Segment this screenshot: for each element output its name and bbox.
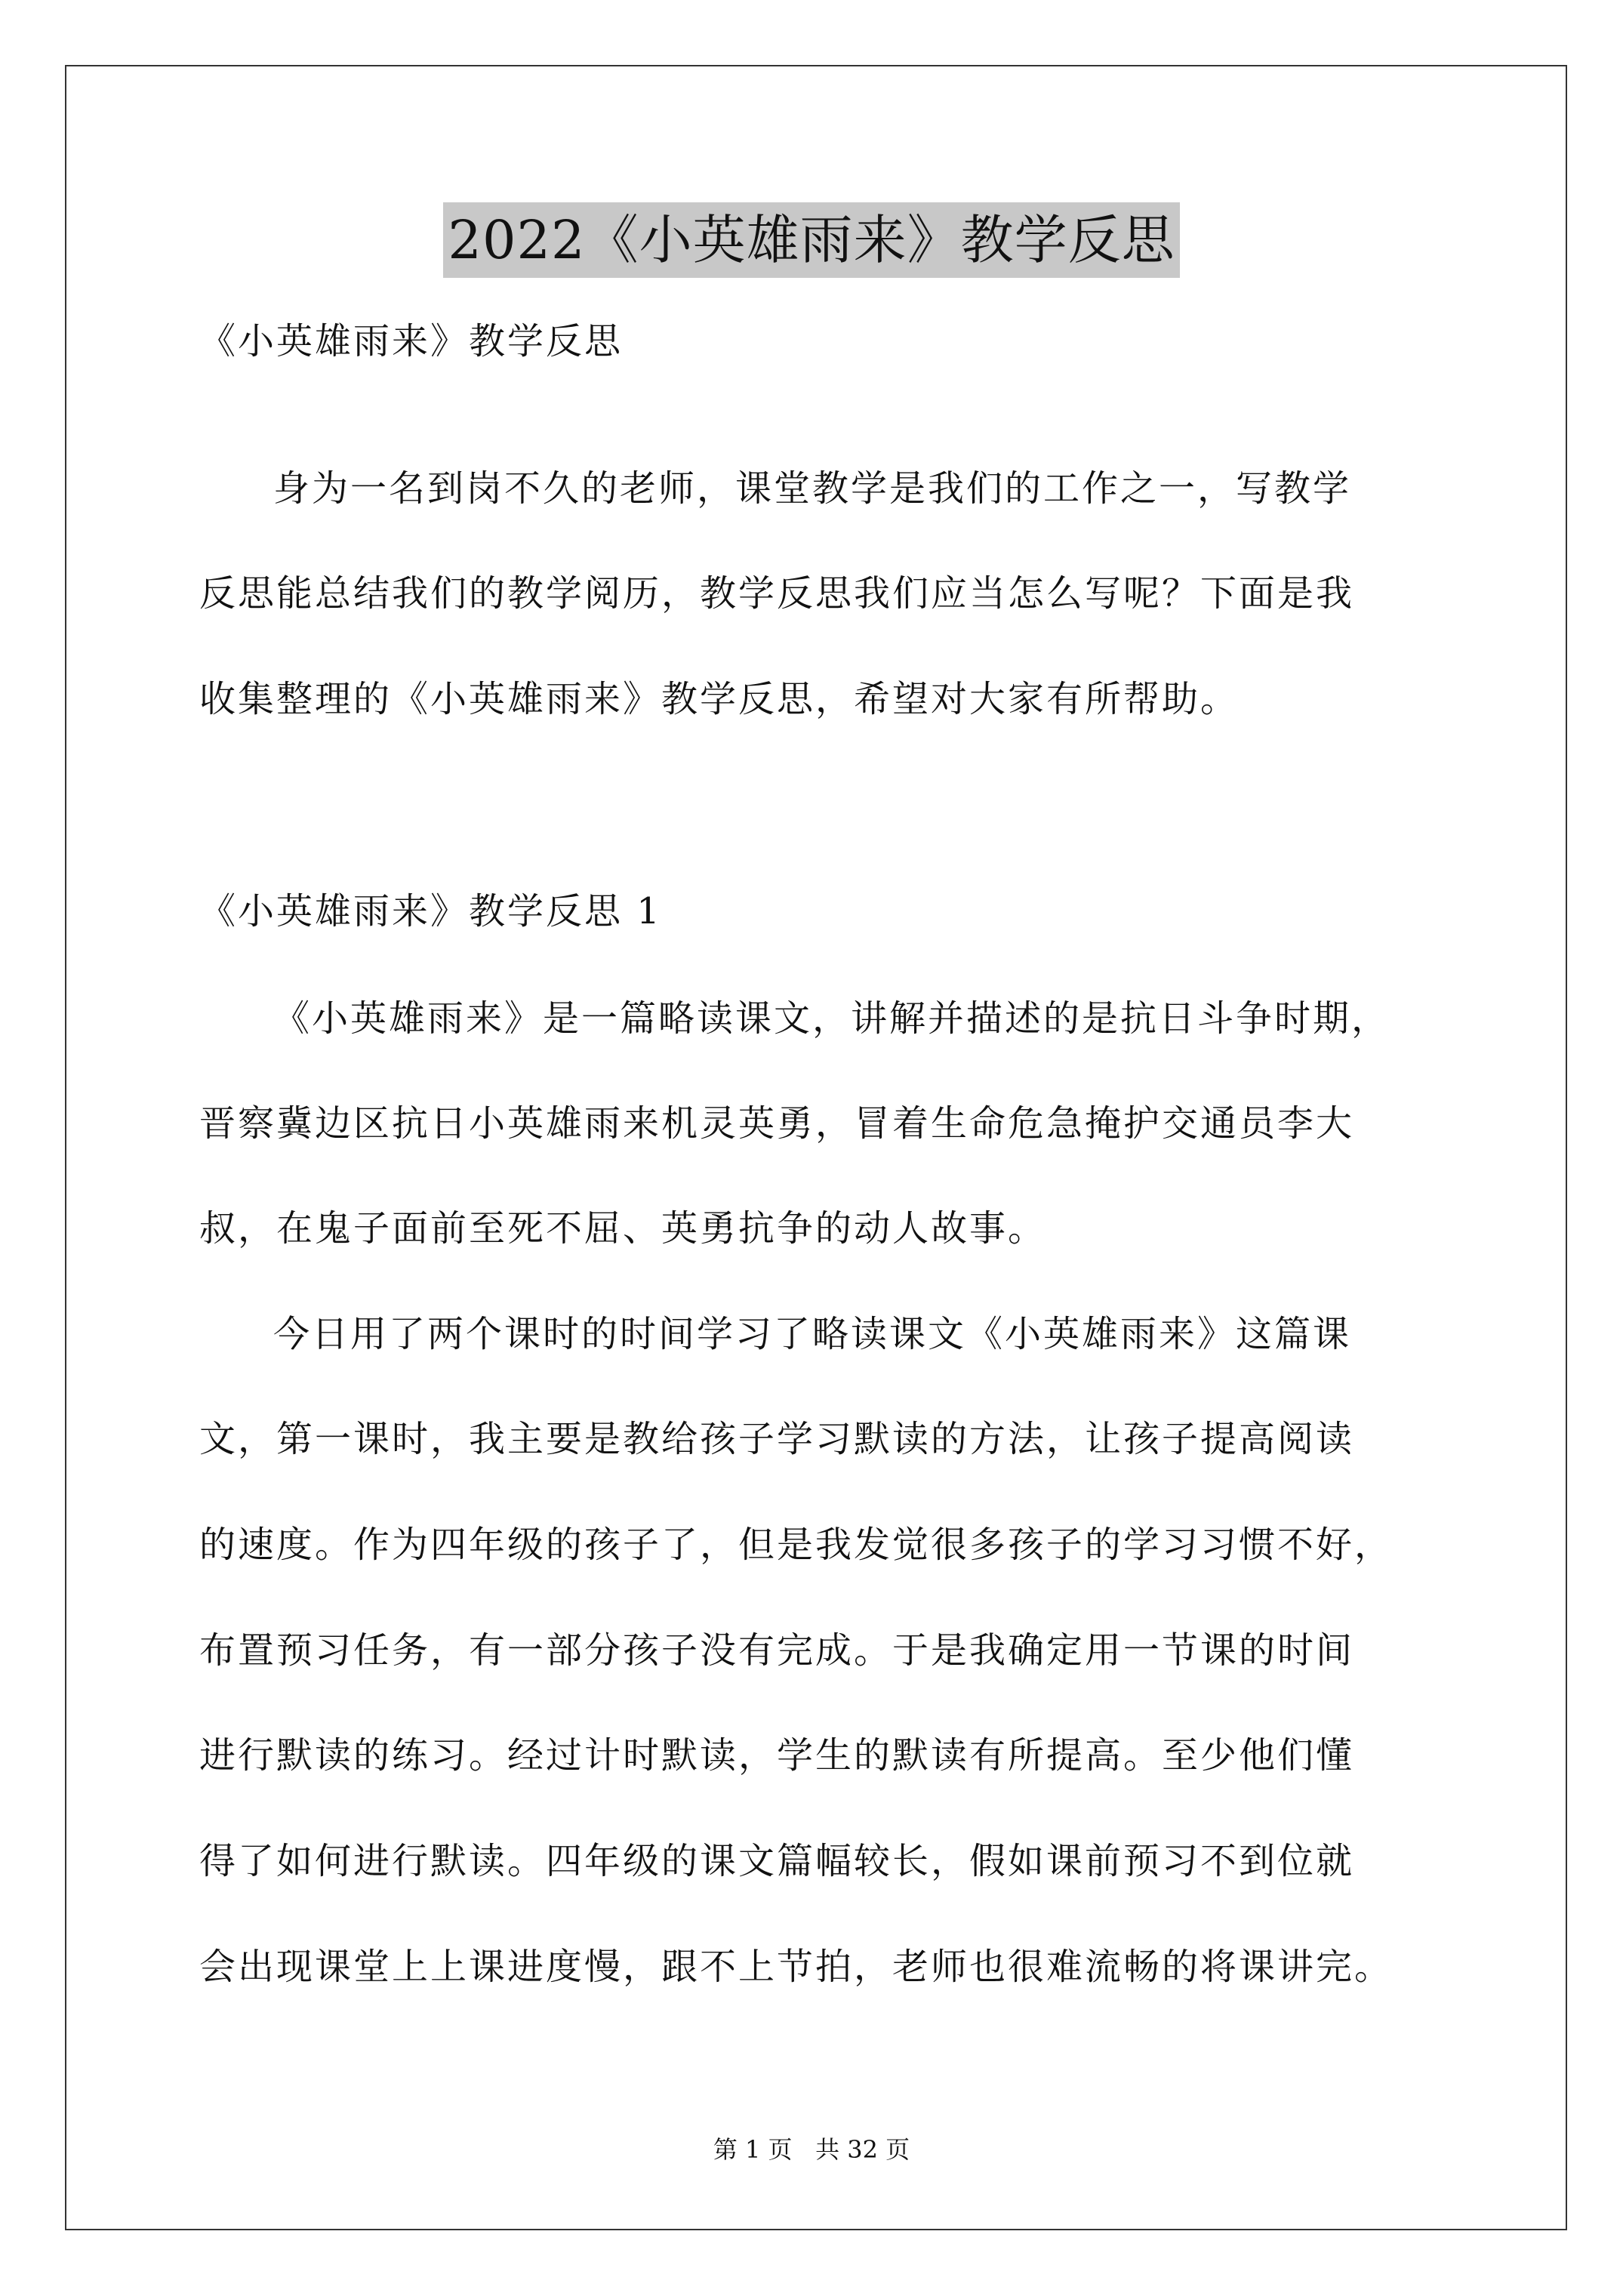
section-1-para-1-line-1: 《小英雄雨来》是一篇略读课文，讲解并描述的是抗日斗争时期， [273, 997, 1390, 1040]
section-1-para-2-line-3: 的速度。作为四年级的孩子了，但是我发觉很多孩子的学习习惯不好， [199, 1524, 1394, 1566]
section-1-para-2-line-5: 进行默读的练习。经过计时默读，学生的默读有所提高。至少他们懂 [199, 1734, 1355, 1777]
intro-line-3: 收集整理的《小英雄雨来》教学反思，希望对大家有所帮助。 [199, 678, 1240, 720]
intro-line-2: 反思能总结我们的教学阅历，教学反思我们应当怎么写呢？下面是我 [199, 572, 1355, 615]
section-1-para-2-line-2: 文，第一课时，我主要是教给孩子学习默读的方法，让孩子提高阅读 [199, 1418, 1355, 1460]
title-container [0, 202, 1623, 278]
section-1-para-2-line-7: 会出现课堂上上课进度慢，跟不上节拍，老师也很难流畅的将课讲完。 [199, 1946, 1394, 1988]
section-1-para-1-line-2: 晋察冀边区抗日小英雄雨来机灵英勇，冒着生命危急掩护交通员李大 [199, 1102, 1355, 1145]
section-1-heading: 《小英雄雨来》教学反思 1 [199, 890, 662, 932]
section-1-para-2-line-1: 今日用了两个课时的时间学习了略读课文《小英雄雨来》这篇课 [273, 1313, 1352, 1355]
page-border [65, 65, 1567, 2230]
document-subtitle: 《小英雄雨来》教学反思 [199, 320, 624, 362]
section-1-para-2-line-4: 布置预习任务，有一部分孩子没有完成。于是我确定用一节课的时间 [199, 1629, 1355, 1672]
intro-line-1: 身为一名到岗不久的老师，课堂教学是我们的工作之一，写教学 [273, 467, 1352, 510]
page-footer: 第 1 页 共 32 页 [713, 2135, 910, 2164]
section-1-para-2-line-6: 得了如何进行默读。四年级的课文篇幅较长，假如课前预习不到位就 [199, 1840, 1355, 1882]
section-1-para-1-line-3: 叔，在鬼子面前至死不屈、英勇抗争的动人故事。 [199, 1207, 1047, 1250]
document-title: 2022《小英雄雨来》教学反思 [443, 202, 1179, 278]
